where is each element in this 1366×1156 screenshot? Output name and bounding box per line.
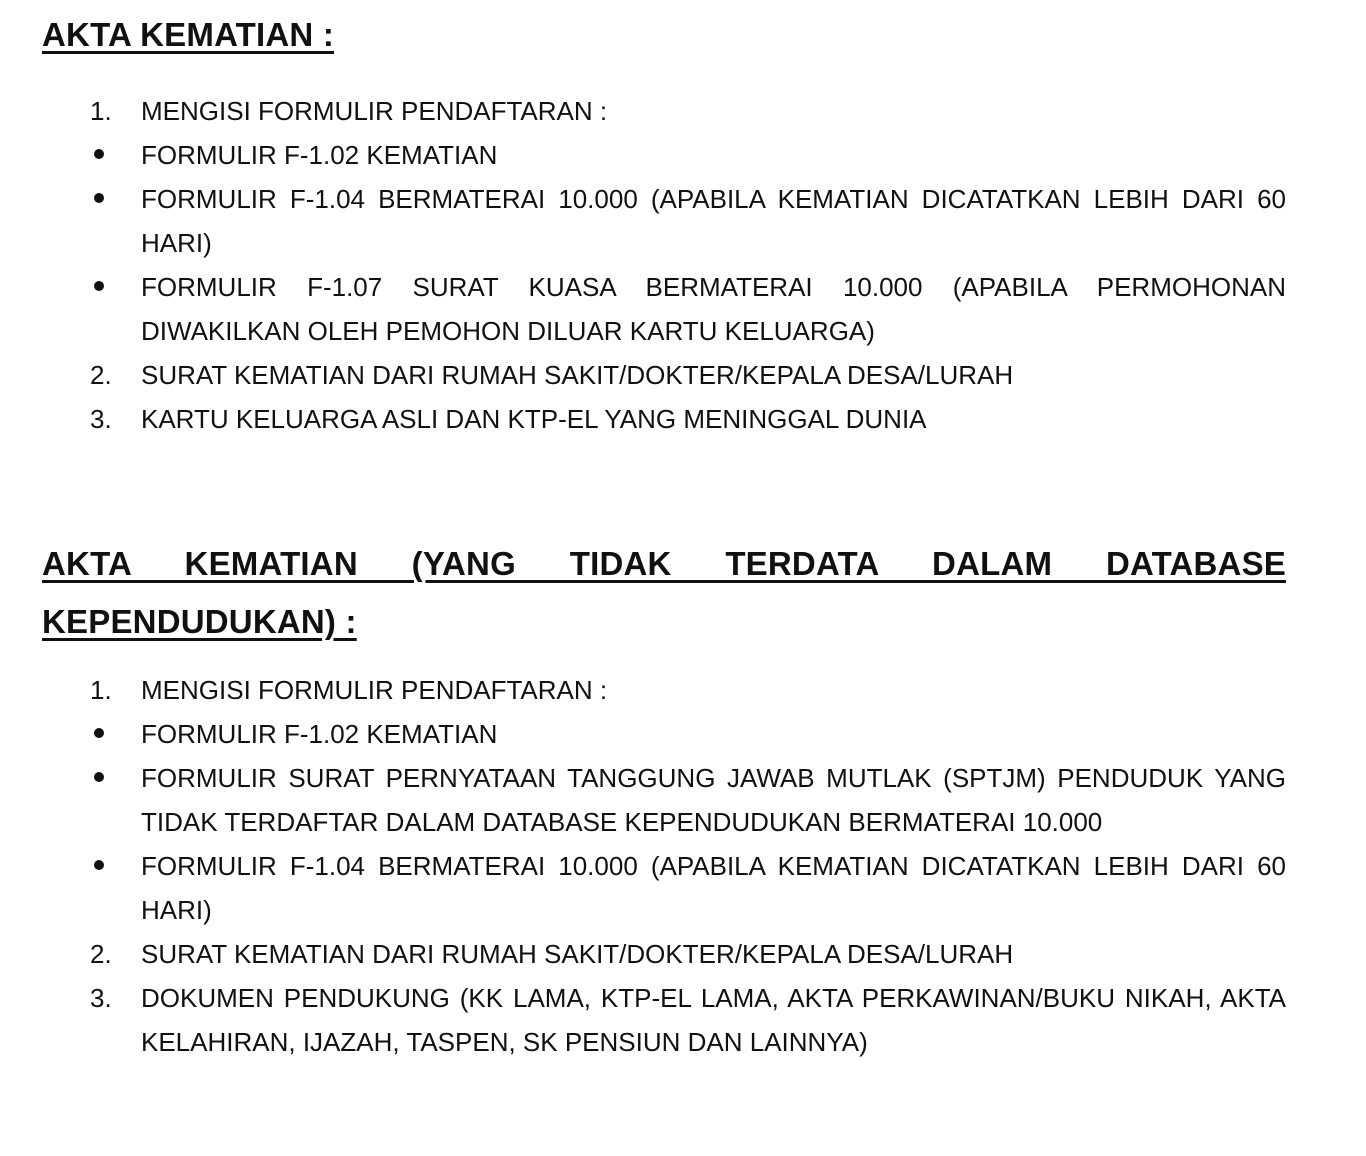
item-number: 1. [90,675,112,705]
section-title-akta-kematian-tidak-terdata: AKTA KEMATIAN (YANG TIDAK TERDATA DALAM DATABASE KEPENDUDUKAN) : [42,545,1286,640]
bullet-text: FORMULIR F-1.02 KEMATIAN [141,140,498,170]
bullet-icon [94,193,104,203]
bullet-item [42,265,1286,353]
item-text: DOKUMEN PENDUKUNG (KK LAMA, KTP-EL LAMA, AKTA PERKAWINAN/BUKU NIKAH, AKTA KELAHIRAN, IJAZAH, TASPEN, SK PENSIUN DAN LAINNYA) [141,983,1286,1057]
bullet-item [42,844,1286,932]
item-text: MENGISI FORMULIR PENDAFTARAN : [141,675,608,705]
requirements-list-2 [42,668,1286,1064]
item-number: 1. [90,96,112,126]
item-number: 2. [90,360,112,390]
bullet-text: FORMULIR F-1.07 SURAT KUASA BERMATERAI 10.000 (APABILA PERMOHONAN DIWAKILKAN OLEH PEMOHON DILUAR KARTU KELUARGA) [141,272,1286,346]
item-number: 3. [90,404,112,434]
list-item [42,89,1286,133]
item-text: SURAT KEMATIAN DARI RUMAH SAKIT/DOKTER/KEPALA DESA/LURAH [141,360,1014,390]
list-item [42,668,1286,712]
list-item [42,932,1286,976]
bullet-item [42,756,1286,844]
item-text: MENGISI FORMULIR PENDAFTARAN : [141,96,608,126]
bullet-text: FORMULIR SURAT PERNYATAAN TANGGUNG JAWAB MUTLAK (SPTJM) PENDUDUK YANG TIDAK TERDAFTAR DALAM DATABASE KEPENDUDUKAN BERMATERAI 10.000 [141,763,1286,837]
bullet-icon [94,860,104,870]
item-number: 3. [90,983,112,1013]
bullet-list-formulir-1 [42,133,1286,353]
bullet-icon [94,772,104,782]
item-text: SURAT KEMATIAN DARI RUMAH SAKIT/DOKTER/KEPALA DESA/LURAH [141,939,1014,969]
item-number: 2. [90,939,112,969]
bullet-item [42,712,1286,756]
bullet-item [42,177,1286,265]
section-title-akta-kematian: AKTA KEMATIAN : [42,16,335,53]
bullet-icon [94,281,104,291]
bullet-text: FORMULIR F-1.04 BERMATERAI 10.000 (APABILA KEMATIAN DICATATKAN LEBIH DARI 60 HARI) [141,851,1286,925]
list-item [42,397,1286,441]
list-item [42,353,1286,397]
list-item [42,976,1286,1064]
requirements-list-1 [42,89,1286,441]
bullet-icon [94,149,104,159]
bullet-icon [94,728,104,738]
item-text: KARTU KELUARGA ASLI DAN KTP-EL YANG MENINGGAL DUNIA [141,404,927,434]
bullet-item [42,133,1286,177]
bullet-text: FORMULIR F-1.02 KEMATIAN [141,719,498,749]
bullet-list-formulir-2 [42,712,1286,932]
bullet-text: FORMULIR F-1.04 BERMATERAI 10.000 (APABILA KEMATIAN DICATATKAN LEBIH DARI 60 HARI) [141,184,1286,258]
